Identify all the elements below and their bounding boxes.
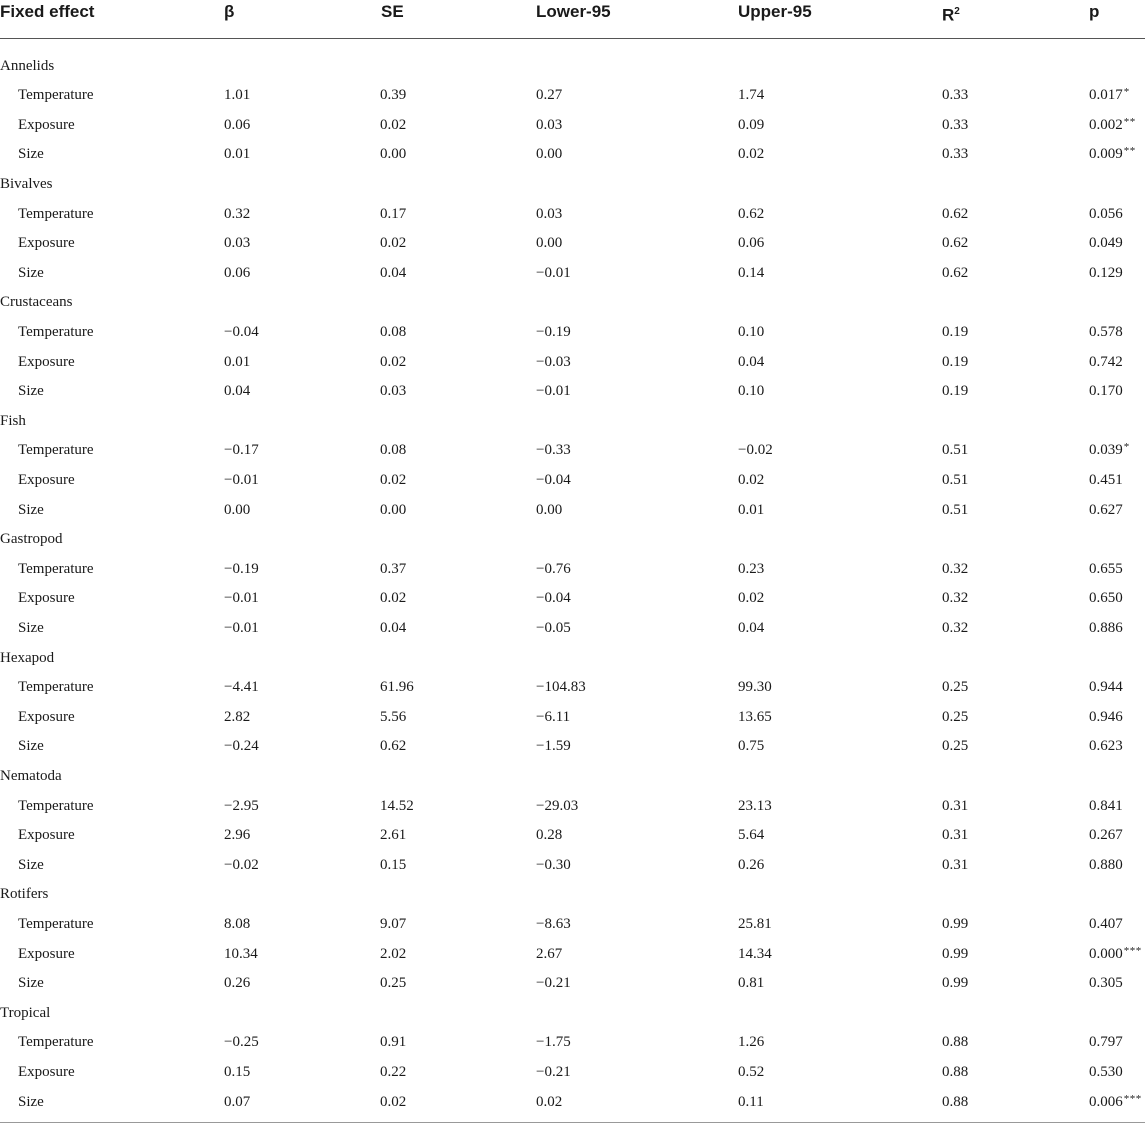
table-row [0,821,1145,851]
cell-r2: 0.32 [942,590,969,607]
cell-beta: −0.01 [224,590,259,607]
significance-marker: *** [1123,944,1142,957]
cell-effect: Temperature [18,915,94,932]
group-label: Fish [0,412,26,429]
cell-se: 0.04 [380,619,407,636]
cell-lower95: 0.00 [536,146,563,163]
cell-p [1089,614,1124,645]
table-row [0,348,1145,378]
cell-lower95: 0.02 [536,1093,563,1110]
cell-beta: 0.32 [224,205,251,222]
p-value: 0.841 [1089,797,1123,814]
cell-beta: −0.01 [224,619,259,636]
cell-upper95: 13.65 [738,708,772,725]
group-label: Rotifers [0,886,49,903]
p-value: 0.039 [1089,442,1123,459]
cell-p [1089,466,1124,497]
cell-se: 0.03 [380,383,407,400]
cell-p [1089,496,1124,527]
significance-marker: *** [1123,1092,1142,1105]
cell-p [1089,111,1136,142]
group-label: Annelids [0,57,55,74]
table-row [0,200,1145,230]
cell-lower95: 0.03 [536,116,563,133]
cell-lower95: −6.11 [536,708,571,725]
cell-effect: Size [18,146,44,163]
cell-r2: 0.51 [942,471,969,488]
p-value: 0.944 [1089,679,1123,696]
cell-upper95: 1.26 [738,1034,765,1051]
cell-se: 0.15 [380,856,407,873]
cell-lower95: −29.03 [536,797,579,814]
cell-se: 0.04 [380,264,407,281]
header-upper95: Upper-95 [738,2,812,21]
cell-r2: 0.33 [942,87,969,104]
p-value: 0.017 [1089,87,1123,104]
cell-lower95: −0.19 [536,323,571,340]
group-row [0,644,1145,674]
cell-effect: Exposure [18,708,75,725]
cell-beta: 0.26 [224,975,251,992]
cell-effect: Size [18,975,44,992]
cell-upper95: 0.62 [738,205,765,222]
cell-lower95: −0.01 [536,383,571,400]
cell-effect: Size [18,383,44,400]
cell-upper95: 0.81 [738,975,765,992]
cell-se: 9.07 [380,915,407,932]
cell-upper95: 0.52 [738,1063,765,1080]
cell-lower95: −0.21 [536,1063,571,1080]
group-row [0,407,1145,437]
table-row [0,1028,1145,1058]
table-row [0,436,1145,466]
cell-p [1089,1028,1124,1059]
cell-effect: Temperature [18,679,94,696]
cell-lower95: 2.67 [536,945,563,962]
cell-upper95: 5.64 [738,827,765,844]
cell-upper95: 0.04 [738,619,765,636]
cell-effect: Size [18,856,44,873]
group-row [0,52,1145,82]
cell-p [1089,673,1124,704]
group-label: Hexapod [0,649,55,666]
cell-se: 0.02 [380,471,407,488]
p-value: 0.170 [1089,383,1123,400]
cell-effect: Temperature [18,87,94,104]
cell-effect: Exposure [18,590,75,607]
cell-lower95: −0.76 [536,560,571,577]
cell-r2: 0.19 [942,353,969,370]
table-row [0,732,1145,762]
cell-effect: Exposure [18,116,75,133]
cell-beta: −0.24 [224,738,259,755]
table-header [0,0,1145,39]
cell-effect: Size [18,264,44,281]
cell-lower95: −0.01 [536,264,571,281]
cell-se: 0.39 [380,87,407,104]
cell-lower95: −1.59 [536,738,571,755]
group-row [0,170,1145,200]
cell-effect: Temperature [18,1034,94,1051]
table-bottom-rule [0,1122,1145,1123]
cell-effect: Temperature [18,797,94,814]
cell-lower95: −0.05 [536,619,571,636]
cell-se: 0.37 [380,560,407,577]
cell-r2: 0.25 [942,679,969,696]
cell-beta: 0.06 [224,264,251,281]
cell-se: 0.08 [380,442,407,459]
cell-r2: 0.31 [942,827,969,844]
cell-lower95: −0.21 [536,975,571,992]
cell-r2: 0.88 [942,1093,969,1110]
cell-upper95: 23.13 [738,797,772,814]
table-row [0,466,1145,496]
cell-effect: Temperature [18,323,94,340]
header-beta: β [224,2,235,21]
table-row [0,111,1145,141]
table-row [0,673,1145,703]
cell-effect: Exposure [18,1063,75,1080]
cell-se: 0.25 [380,975,407,992]
cell-r2: 0.88 [942,1034,969,1051]
group-row [0,762,1145,792]
cell-p [1089,318,1124,349]
group-label: Bivalves [0,175,53,192]
cell-upper95: 0.02 [738,590,765,607]
p-value: 0.009 [1089,146,1123,163]
cell-p [1089,821,1124,852]
cell-se: 14.52 [380,797,414,814]
cell-effect: Temperature [18,442,94,459]
significance-marker: ** [1123,115,1136,128]
cell-r2: 0.33 [942,116,969,133]
cell-r2: 0.99 [942,915,969,932]
cell-p [1089,1058,1124,1089]
p-value: 0.623 [1089,738,1123,755]
table-row [0,584,1145,614]
cell-beta: 0.07 [224,1093,251,1110]
p-value: 0.880 [1089,856,1123,873]
header-r2-sup: 2 [954,6,960,17]
cell-upper95: 0.11 [738,1093,764,1110]
cell-beta: 0.01 [224,353,251,370]
cell-r2: 0.31 [942,856,969,873]
cell-se: 0.22 [380,1063,407,1080]
p-value: 0.006 [1089,1093,1123,1110]
p-value: 0.655 [1089,560,1123,577]
header-r2 [942,1,960,27]
cell-p [1089,140,1136,171]
cell-beta: −0.04 [224,323,259,340]
cell-lower95: 0.03 [536,205,563,222]
group-label: Gastropod [0,531,63,548]
p-value: 0.129 [1089,264,1123,281]
cell-upper95: 99.30 [738,679,772,696]
cell-lower95: −0.04 [536,590,571,607]
group-row [0,999,1145,1029]
p-value: 0.267 [1089,827,1123,844]
cell-upper95: 25.81 [738,915,772,932]
cell-beta: −0.01 [224,471,259,488]
p-value: 0.650 [1089,590,1123,607]
header-fixed-effect: Fixed effect [0,2,95,21]
cell-p [1089,584,1124,615]
cell-upper95: 0.10 [738,323,765,340]
header-lower95: Lower-95 [536,2,611,21]
table-row [0,259,1145,289]
group-row [0,880,1145,910]
cell-effect: Temperature [18,560,94,577]
cell-lower95: −0.03 [536,353,571,370]
cell-r2: 0.33 [942,146,969,163]
cell-r2: 0.19 [942,383,969,400]
cell-effect: Exposure [18,471,75,488]
table-row [0,792,1145,822]
cell-p [1089,851,1124,882]
cell-p [1089,910,1124,941]
cell-se: 0.62 [380,738,407,755]
p-value: 0.002 [1089,116,1123,133]
cell-r2: 0.51 [942,501,969,518]
cell-effect: Exposure [18,827,75,844]
cell-r2: 0.99 [942,945,969,962]
table-row [0,1058,1145,1088]
cell-r2: 0.62 [942,205,969,222]
cell-p [1089,348,1124,379]
cell-beta: −4.41 [224,679,259,696]
cell-beta: −0.17 [224,442,259,459]
group-label: Tropical [0,1004,51,1021]
p-value: 0.946 [1089,708,1123,725]
cell-upper95: 0.09 [738,116,765,133]
cell-p [1089,200,1124,231]
cell-lower95: 0.28 [536,827,563,844]
p-value: 0.797 [1089,1034,1123,1051]
group-row [0,525,1145,555]
cell-p [1089,1088,1142,1119]
cell-r2: 0.62 [942,264,969,281]
table-row [0,496,1145,526]
table-row [0,229,1145,259]
cell-beta: −0.19 [224,560,259,577]
group-row [0,288,1145,318]
header-p: p [1089,2,1100,21]
p-value: 0.305 [1089,975,1123,992]
cell-r2: 0.25 [942,738,969,755]
cell-beta: 0.03 [224,235,251,252]
cell-beta: 0.00 [224,501,251,518]
cell-lower95: −8.63 [536,915,571,932]
p-value: 0.578 [1089,323,1123,340]
cell-effect: Temperature [18,205,94,222]
p-value: 0.049 [1089,235,1123,252]
cell-beta: 1.01 [224,87,251,104]
cell-se: 5.56 [380,708,407,725]
cell-lower95: −1.75 [536,1034,571,1051]
cell-p [1089,703,1124,734]
cell-se: 0.02 [380,235,407,252]
cell-se: 0.02 [380,353,407,370]
cell-beta: 0.04 [224,383,251,400]
cell-upper95: 0.01 [738,501,765,518]
cell-p [1089,377,1124,408]
table-row [0,81,1145,111]
cell-se: 0.02 [380,590,407,607]
cell-beta: −0.02 [224,856,259,873]
cell-p [1089,81,1130,112]
cell-se: 61.96 [380,679,414,696]
significance-marker: * [1123,441,1130,454]
cell-upper95: 0.04 [738,353,765,370]
table-row [0,377,1145,407]
cell-p [1089,792,1124,823]
cell-beta: 8.08 [224,915,251,932]
cell-lower95: −0.04 [536,471,571,488]
group-label: Crustaceans [0,294,73,311]
p-value: 0.451 [1089,471,1123,488]
cell-beta: −2.95 [224,797,259,814]
cell-r2: 0.19 [942,323,969,340]
cell-beta: 2.82 [224,708,251,725]
cell-p [1089,229,1124,260]
group-label: Nematoda [0,767,62,784]
cell-se: 0.00 [380,501,407,518]
cell-p [1089,436,1130,467]
table-row [0,614,1145,644]
table-row [0,969,1145,999]
cell-p [1089,969,1124,1000]
table-row [0,555,1145,585]
cell-upper95: 0.02 [738,471,765,488]
cell-se: 0.02 [380,1093,407,1110]
significance-marker: * [1123,86,1130,99]
cell-r2: 0.31 [942,797,969,814]
cell-upper95: 14.34 [738,945,772,962]
cell-upper95: 0.26 [738,856,765,873]
cell-upper95: 0.14 [738,264,765,281]
cell-se: 0.00 [380,146,407,163]
cell-beta: 0.15 [224,1063,251,1080]
cell-beta: −0.25 [224,1034,259,1051]
header-r2-base: R [942,5,955,25]
cell-r2: 0.25 [942,708,969,725]
cell-se: 0.08 [380,323,407,340]
table-row [0,703,1145,733]
cell-upper95: 0.75 [738,738,765,755]
p-value: 0.000 [1089,945,1123,962]
cell-effect: Exposure [18,945,75,962]
table-row [0,940,1145,970]
cell-r2: 0.32 [942,619,969,636]
p-value: 0.056 [1089,205,1123,222]
table-row [0,140,1145,170]
cell-upper95: 0.23 [738,560,765,577]
cell-se: 0.02 [380,116,407,133]
cell-r2: 0.88 [942,1063,969,1080]
cell-se: 0.91 [380,1034,407,1051]
cell-upper95: −0.02 [738,442,773,459]
cell-se: 2.02 [380,945,407,962]
cell-beta: 10.34 [224,945,258,962]
cell-upper95: 0.10 [738,383,765,400]
cell-beta: 0.01 [224,146,251,163]
cell-p [1089,732,1124,763]
cell-effect: Size [18,738,44,755]
cell-lower95: 0.27 [536,87,563,104]
cell-p [1089,555,1124,586]
cell-r2: 0.62 [942,235,969,252]
cell-effect: Size [18,1093,44,1110]
p-value: 0.627 [1089,501,1123,518]
table-row [0,1088,1145,1118]
significance-marker: ** [1123,145,1136,158]
cell-se: 2.61 [380,827,407,844]
cell-beta: 2.96 [224,827,251,844]
p-value: 0.886 [1089,619,1123,636]
cell-effect: Size [18,501,44,518]
cell-lower95: −104.83 [536,679,586,696]
cell-upper95: 0.06 [738,235,765,252]
table-row [0,910,1145,940]
cell-p [1089,940,1142,971]
cell-beta: 0.06 [224,116,251,133]
cell-r2: 0.32 [942,560,969,577]
cell-effect: Exposure [18,235,75,252]
cell-upper95: 1.74 [738,87,765,104]
cell-se: 0.17 [380,205,407,222]
table-row [0,318,1145,348]
cell-lower95: 0.00 [536,235,563,252]
cell-effect: Exposure [18,353,75,370]
cell-r2: 0.51 [942,442,969,459]
cell-lower95: −0.30 [536,856,571,873]
cell-r2: 0.99 [942,975,969,992]
p-value: 0.530 [1089,1063,1123,1080]
p-value: 0.407 [1089,915,1123,932]
cell-upper95: 0.02 [738,146,765,163]
p-value: 0.742 [1089,353,1123,370]
table-row [0,851,1145,881]
header-se: SE [381,2,404,21]
cell-effect: Size [18,619,44,636]
cell-p [1089,259,1124,290]
cell-lower95: 0.00 [536,501,563,518]
cell-lower95: −0.33 [536,442,571,459]
